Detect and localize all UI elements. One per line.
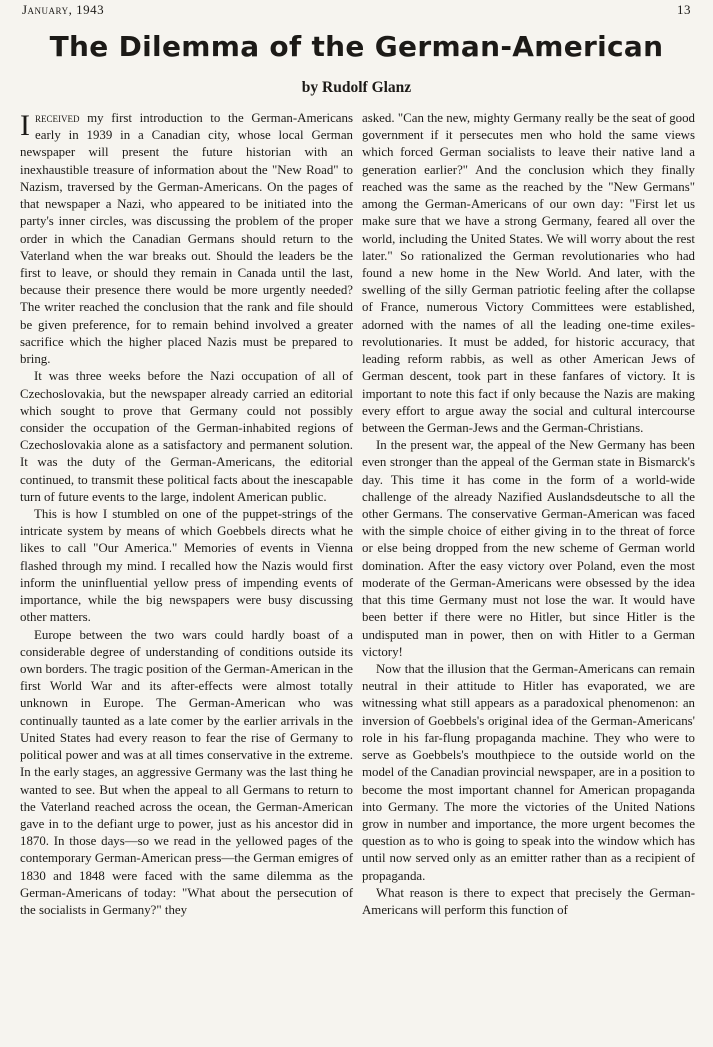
running-header — [22, 2, 691, 18]
paragraph-text: my first introduction to the German-Americans early in 1939 in a Canadian city, whose local German newspaper will present the future historian with an inexhaustible treasure of information about the "New Road" to Nazism, traversed by the German-Americans. On the pages of that newspaper a Nazi, who appeared to be initiated into the party's inner circles, was discussing the problem of the proper order in which the Canadian Germans should return to the Vaterland when the war breaks out. Should the leaders be the first to leave, or should they remain in Canada until the last, because their presence there would be more urgently needed? The writer reached the conclusion that the rank and file should be given preference, for to remain behind involved a greater sacrifice which the higher placed Nazis must be prepared to bring. — [20, 111, 353, 367]
article-byline: by Rudolf Glanz — [301, 79, 412, 96]
article-title: The Dilemma of the German-American — [49, 30, 664, 63]
paragraph: Europe between the two wars could hardly boast of a considerable degree of understanding of conditions outside its own borders. The tragic position of the German-American in the first World War and its after-effects were almost totally unknown in Europe. The German-American who was continually taunted as a late comer by the earlier arrivals in the United States had every reason to fear the rise of Germany to political power and was at all times conservative in the extreme. In the early stages, an aggressive Germany was the last thing he wanted to see. But when the appeal to all Germans to return to the Vaterland reached across the ocean, the German-American gave in to the defiant urge to power, just as his ancestor did in 1870. In those days—so we read in the yellowed pages of the contemporary German-American press—the German emigres of 1830 and 1848 were faced with the same dilemma as the German-Americans of today: "What about the persecution of the socialists in Germany?" they — [20, 627, 353, 918]
article-body — [20, 110, 695, 1047]
paragraph: In the present war, the appeal of the New Germany has been even stronger than the appeal of the German state in Bismarck's day. This time it has come in the form of a world-wide challenge of the already Nazified Auslandsdeutsche to all the other Germans. The conservative German-American was faced with the simple choice of either giving in to the threat of force or else being dropped from the new scheme of German world domination. After the easy victory over Poland, even the most moderate of the German-Americans were obsessed by the idea that this time Germany must not lose the war. It would have been better if there were no Hitler, but since Hitler is the undisputed man in power, then on with Hitler to a German victory! — [362, 438, 695, 659]
lead-in: received — [35, 111, 80, 125]
page-number: 13 — [677, 2, 691, 17]
paragraph: Now that the illusion that the German-Americans can remain neutral in their attitude to Hitler has evaporated, we are witnessing what still appears as a paradoxical phenomenon: an inversion of Goebbels's original idea of the German-Americans' role in his far-flung propaganda machine. They who were to serve as Goebbels's mouthpiece to the outside world on the model of the Canadian provincial newspaper, are in a position to become the most important channel for American propaganda into Germany. The more the victories of the United Nations grow in number and importance, the more urgent becomes the question as to who is going to speak into the window which has until now served only as an emitter rather than as a recipient of propaganda. — [362, 662, 695, 883]
drop-cap: I — [20, 109, 30, 142]
paragraph: This is how I stumbled on one of the puppet-strings of the intricate system by means of which Goebbels directs what he likes to call "Our America." Memories of events in Vienna flashed through my mind. I recalled how the Nazis would first inform the uninfluential yellow press of impending events of importance, while the big newspapers were busy discussing other matters. — [20, 507, 353, 625]
column-right — [362, 110, 695, 1047]
column-left — [20, 110, 353, 1047]
paragraph: What reason is there to expect that precisely the German-Americans will perform this function of — [362, 885, 695, 918]
paragraph: It was three weeks before the Nazi occupation of all of Czechoslovakia, but the newspaper already carried an editorial which sought to prove that Germany could not possibly consider the occupation of the German-inhabited regions of Czechoslovakia alone as a satisfactory and permanent solution. It was the duty of the German-Americans, the editorial continued, to transmit these political facts about the inescapable turn of future events to the large, indolent American public. — [20, 369, 353, 504]
paragraph — [20, 110, 353, 368]
paragraph: asked. "Can the new, mighty Germany really be the seat of good government if it persecutes men who hold the same views which forced German socialists to leave their native land a generation earlier?" And the conclusion which they finally reached was the same as the reached by the "New Germans" among the German-Americans of our own day: "First let us make sure that we have a strong Germany, feared all over the world, including the United States. We will worry about the rest later." So rationalized the German revolutionaries who had found a new home in the New World. And later, with the swelling of the silly German patriotic feeling after the collapse of France, numerous Victory Committees were established, adorned with the names of all the leading one-time exiles-revolutionaries. It must be added, for historic accuracy, that leading reform rabbis, as well as other American Jews of German descent, took part in these fanfares of victory. It is important to note this fact if only because the Nazis are making every effort to argue away the social and cultural intercourse between the German-Jews and the German-Christians. — [362, 111, 695, 435]
issue-date: January, 1943 — [22, 2, 105, 17]
